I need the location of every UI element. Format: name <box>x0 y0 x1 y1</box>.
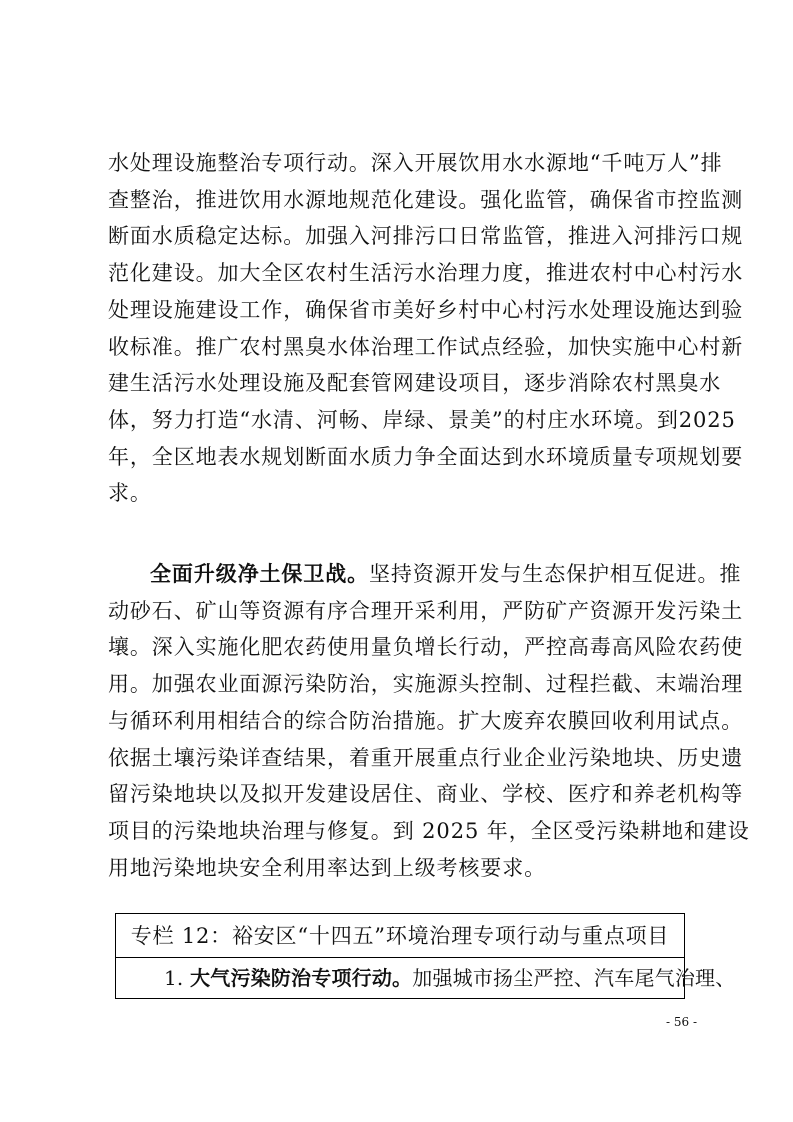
paragraph-1-line-6: 收标准。推广农村黑臭水体治理工作试点经验，加快实施中心村新 <box>108 334 744 359</box>
paragraph-1-line-7: 建生活污水处理设施及配套管网建设项目，逐步消除农村黑臭水 <box>108 371 722 396</box>
column-box-title-text: 专栏 12：裕安区“十四五”环境治理专项行动与重点项目 <box>130 924 670 948</box>
paragraph-1-line-4: 范化建设。加大全区农村生活污水治理力度，推进农村中心村污水 <box>108 261 744 286</box>
paragraph-2-line-3: 壤。深入实施化肥农药使用量负增长行动，严控高毒高风险农药使 <box>108 635 744 660</box>
paragraph-2-line-9: 用地污染地块安全利用率达到上级考核要求。 <box>108 855 546 880</box>
paragraph-2-line-8: 项目的污染地块治理与修复。到 2025 年，全区受污染耕地和建设 <box>108 818 750 843</box>
paragraph-2-heading: 全面升级净土保卫战。 <box>150 561 369 586</box>
paragraph-2-line-7: 留污染地块以及拟开发建设居住、商业、学校、医疗和养老机构等 <box>108 782 744 807</box>
paragraph-1-line-3: 断面水质稳定达标。加强入河排污口日常监管，推进入河排污口规 <box>108 224 744 249</box>
paragraph-1-line-10: 求。 <box>108 481 152 506</box>
paragraph-2-line-1 <box>150 559 742 589</box>
paragraph-1-line-8: 体，努力打造“水清、河畅、岸绿、景美”的村庄水环境。到2025 <box>108 407 736 432</box>
paragraph-2-line-4: 用。加强农业面源污染防治，实施源头控制、过程拦截、末端治理 <box>108 672 744 697</box>
column-box-item-number: 1. <box>164 966 191 990</box>
column-box-item-text <box>164 963 735 993</box>
paragraph-1-line-5: 处理设施建设工作，确保省市美好乡村中心村污水处理设施达到验 <box>108 297 744 322</box>
paragraph-2-line-5: 与循环利用相结合的综合防治措施。扩大废弃农膜回收利用试点。 <box>108 708 744 733</box>
paragraph-1-line-2: 查整治，推进饮用水源地规范化建设。强化监管，确保省市控监测 <box>108 187 744 212</box>
column-box-item-row <box>115 957 736 999</box>
paragraph-1-line-1: 水处理设施整治专项行动。深入开展饮用水水源地“千吨万人”排 <box>108 151 723 175</box>
page-number: - 56 - <box>665 1015 697 1029</box>
column-box-item-body: 加强城市扬尘严控、汽车尾气治理、 <box>412 966 736 990</box>
paragraph-2-line-1-text: 坚持资源开发与生态保护相互促进。推 <box>369 562 742 586</box>
paragraph-1-line-9: 年，全区地表水规划断面水质力争全面达到水环境质量专项规划要 <box>108 444 744 469</box>
paragraph-2-line-2: 动砂石、矿山等资源有序合理开采利用，严防矿产资源开发污染土 <box>108 598 744 623</box>
column-box-title <box>115 913 685 958</box>
column-box-item-heading: 大气污染防治专项行动。 <box>190 966 413 990</box>
paragraph-2-line-6: 依据土壤污染详查结果，着重开展重点行业企业污染地块、历史遗 <box>108 745 744 770</box>
